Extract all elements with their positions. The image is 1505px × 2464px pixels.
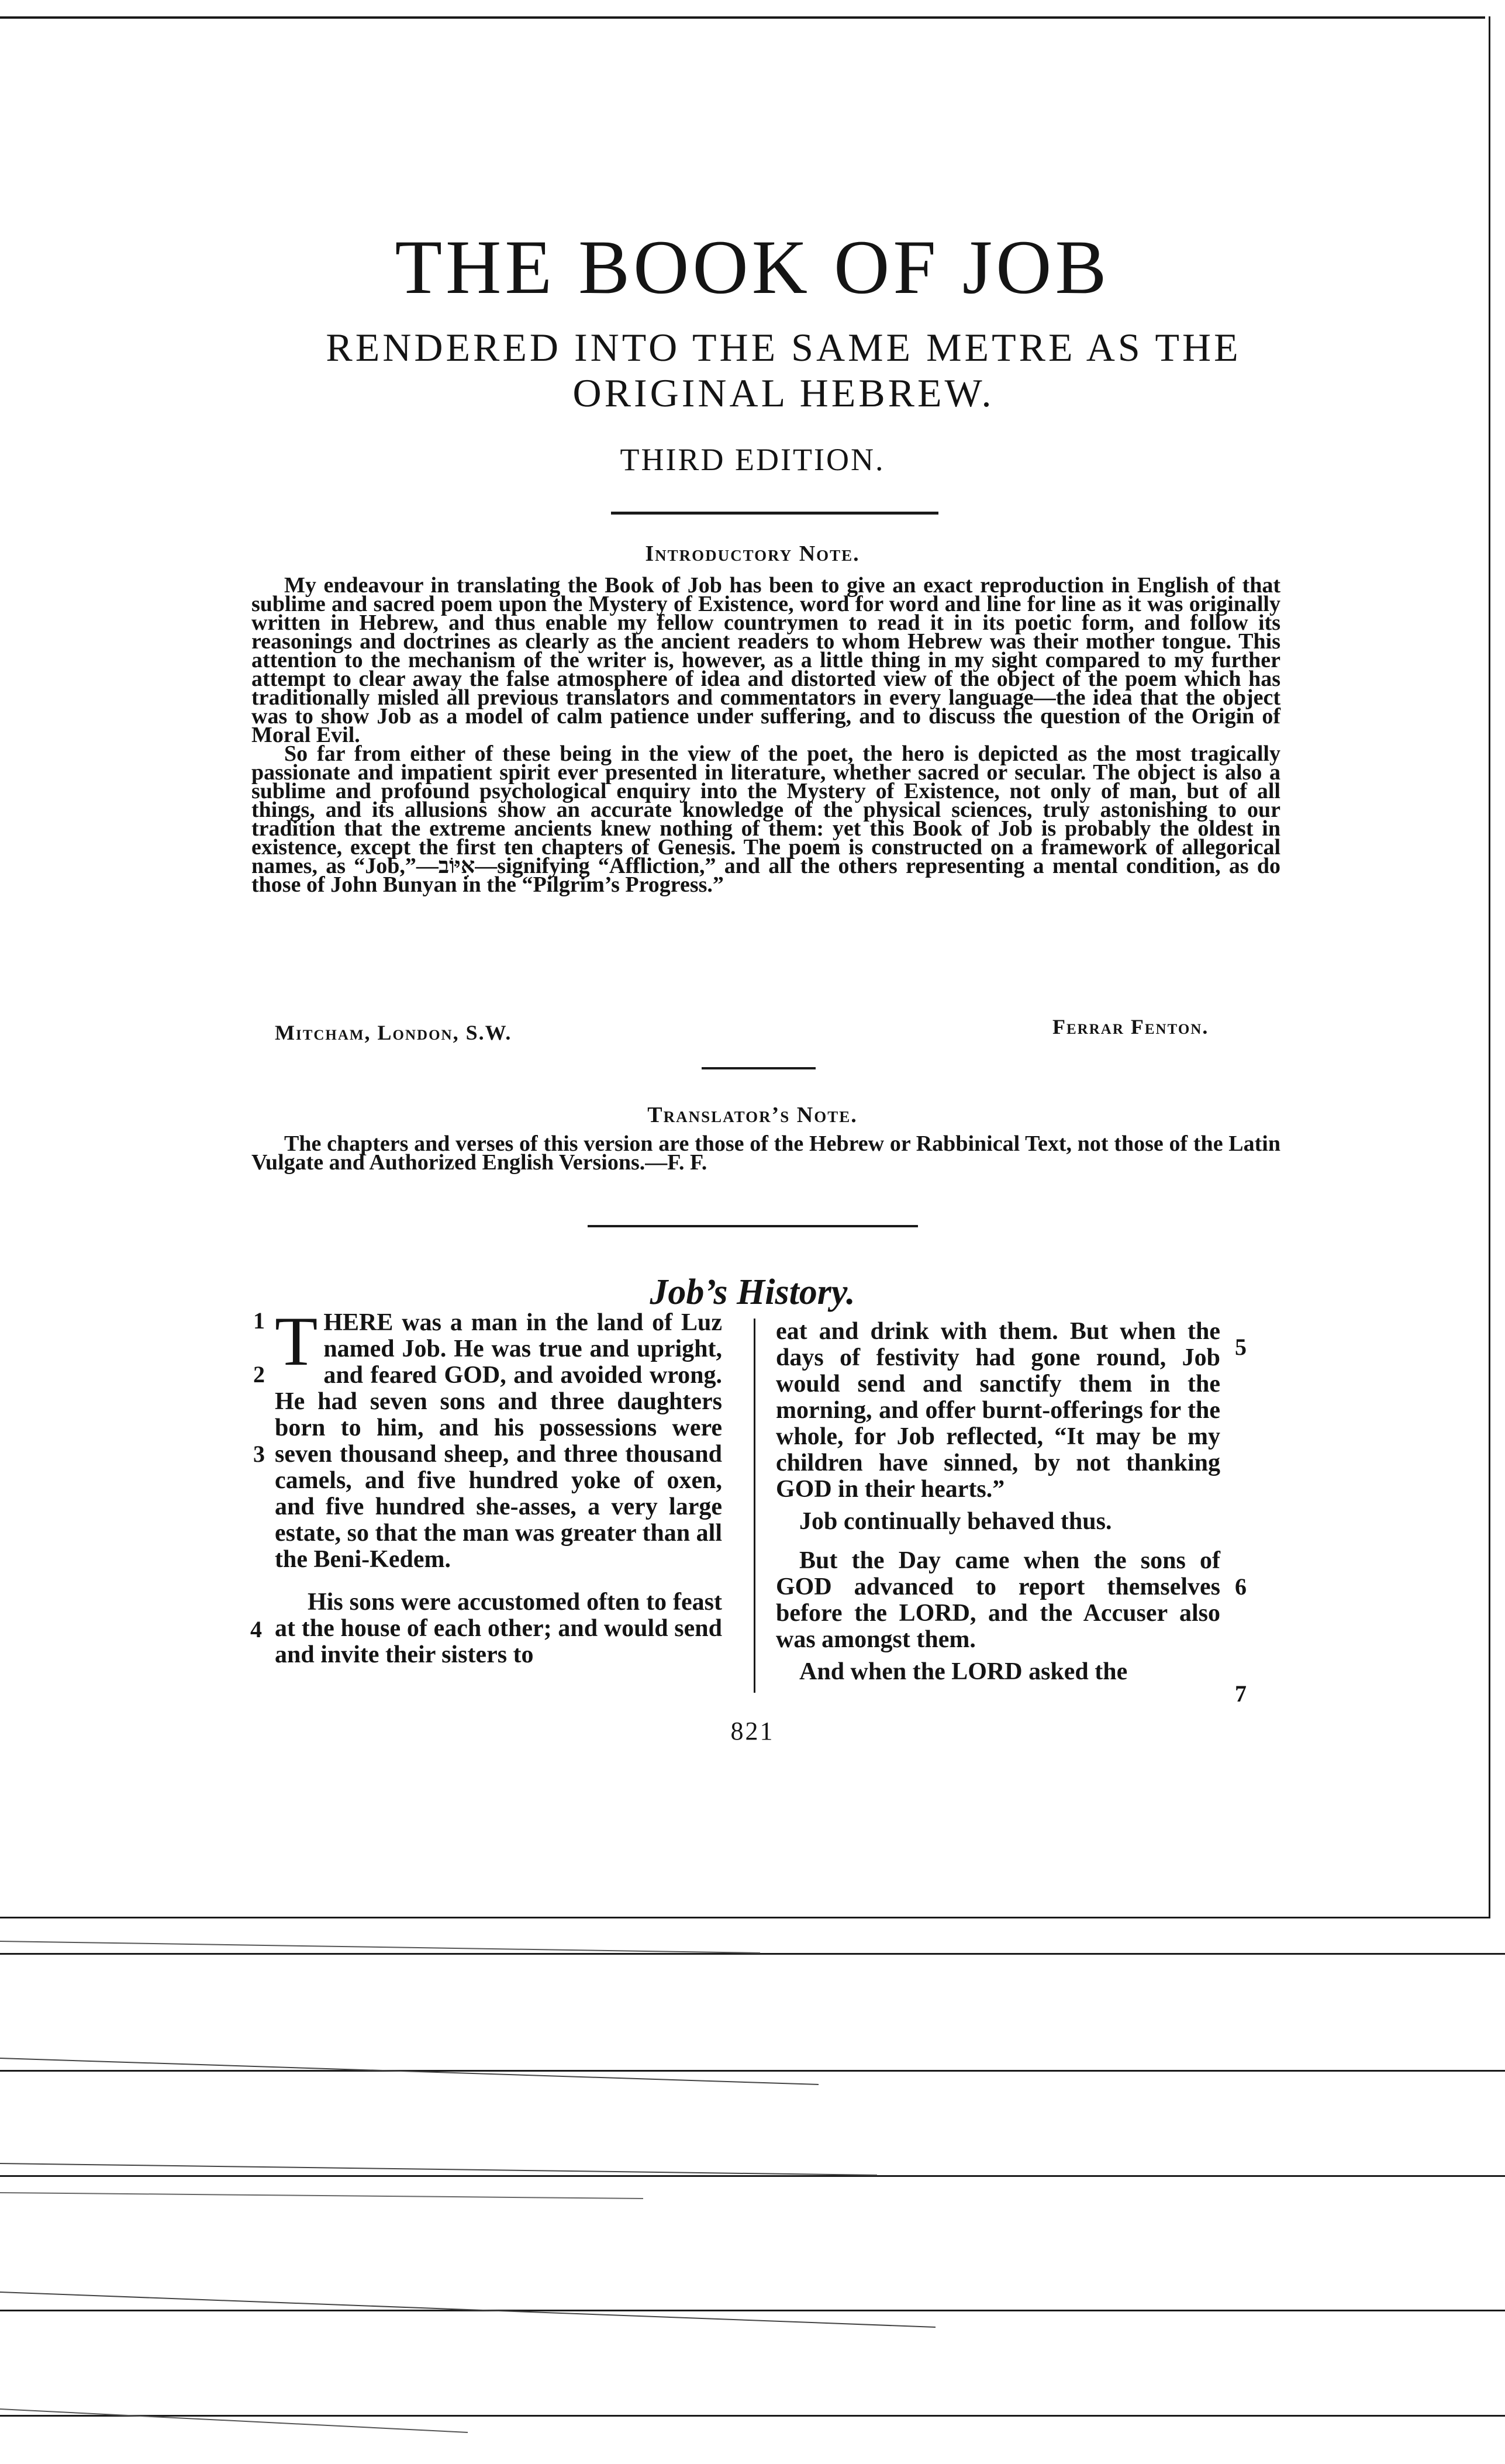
verse-4-text: His sons were accustomed often to feast at the house of each other; and would send and invite their sisters to (275, 1589, 722, 1668)
book-subtitle: RENDERED INTO THE SAME METRE AS THE ORIGINAL HEBREW. (326, 325, 1241, 415)
page-number: 821 (730, 1717, 775, 1745)
verse-number-1: 1 (253, 1307, 265, 1334)
introductory-note-body (251, 573, 1280, 897)
title-divider (611, 512, 938, 515)
right-column (776, 1319, 1220, 1691)
right-text-3: But the Day came when the sons of GOD advanced to report themselves before the LORD, and the Accuser also was amongst them. (776, 1547, 1220, 1653)
drop-cap: T (275, 1302, 318, 1380)
verse-number-5: 5 (1235, 1334, 1247, 1360)
chapter-heading: Job’s History. (650, 1272, 855, 1312)
book-title: THE BOOK OF JOB (395, 224, 1110, 310)
verse-number-6: 6 (1235, 1573, 1247, 1600)
top-border-rule (0, 16, 1485, 19)
verse-4-paragraph (275, 1589, 722, 1668)
author-signature: Ferrar Fenton. (1052, 1015, 1209, 1038)
verse-1-text: HERE was a man in the land of Luz named Job. He was true and upright, and feared GOD, and avoided wrong. He had seven sons and three daughters born to him, and his possessions were seven thousand sheep, and three thousand camels, and five hundred yoke of oxen, and five hundred she-asses, a very large estate, so that the man was greater than all the Beni-Kedem. (275, 1309, 722, 1573)
place-signature: Mitcham, London, S.W. (275, 1021, 512, 1044)
verse-number-4: 4 (250, 1616, 262, 1642)
intro-paragraph-2: So far from either of these being in the view of the poet, the hero is depicted as the most tragically passionate and impatient spirit ever presented in literature, whether sacred or secular. The object is also a sublime and profound psychological enquiry into the Mystery of Existence, not only of man, but of all things, and its allusions show an accurate knowledge of the physical sciences, truly astonishing to our tradition that the extreme ancients knew nothing of them: yet this Book of Job is probably the oldest in existence, except the first ten chapters of Genesis. The poem is constructed on a framework of allegorical names, as “Job,”—אִיּוֹב—signifying “Affliction,” and all the others representing a mental condition, as do those of John Bunyan in the “Pilgrim’s Progress.” (251, 741, 1280, 897)
translator-note-body (251, 1131, 1280, 1175)
verse-number-7: 7 (1235, 1680, 1247, 1707)
right-text-1: eat and drink with them. But when the days of festivity had gone round, Job would send and sanctify them in the morning, and offer burnt-offerings for the whole, for Job reflected, “It may be my children have sinned, by not thanking GOD in their hearts.” (776, 1318, 1220, 1503)
verse-number-2: 2 (253, 1361, 265, 1388)
right-text-4: And when the LORD asked the (799, 1658, 1128, 1685)
right-text-2: Job continually behaved thus. (799, 1508, 1112, 1535)
verse-number-3: 3 (253, 1441, 265, 1467)
intro-paragraph-1: My endeavour in translating the Book of Job has been to give an exact reproduction in English of that sublime and sacred poem upon the Mystery of Existence, word for word and line for line as it was originally written in Hebrew, and thus enable my fellow countrymen to read it in its poetic form, and follow its reasonings and doctrines as clearly as the ancient readers to whom Hebrew was their mother tongue. This attention to the mechanism of the writer is, however, as a little thing in my sight compared to my further attempt to clear away the false atmosphere of idea and distorted view of the object of the poem which has traditionally misled all previous translators and commentators in every language—the idea that the object was to show Job as a model of calm patience under suffering, and to discuss the question of the Origin of Moral Evil. (251, 573, 1280, 747)
translator-note-text: The chapters and verses of this version are those of the Hebrew or Rabbinical Text, not those of the Latin Vulgate and Authorized English Versions.—F. F. (251, 1131, 1280, 1175)
introductory-note-heading: Introductory Note. (645, 541, 860, 566)
translator-divider (588, 1225, 918, 1227)
verse-1-paragraph (275, 1302, 722, 1573)
scan-artifact-lines (0, 1918, 1505, 2464)
edition-label: THIRD EDITION. (620, 442, 885, 477)
translator-note-heading: Translator’s Note. (647, 1103, 858, 1127)
column-divider (754, 1319, 755, 1693)
left-column (275, 1302, 722, 1674)
intro-divider (702, 1067, 816, 1069)
